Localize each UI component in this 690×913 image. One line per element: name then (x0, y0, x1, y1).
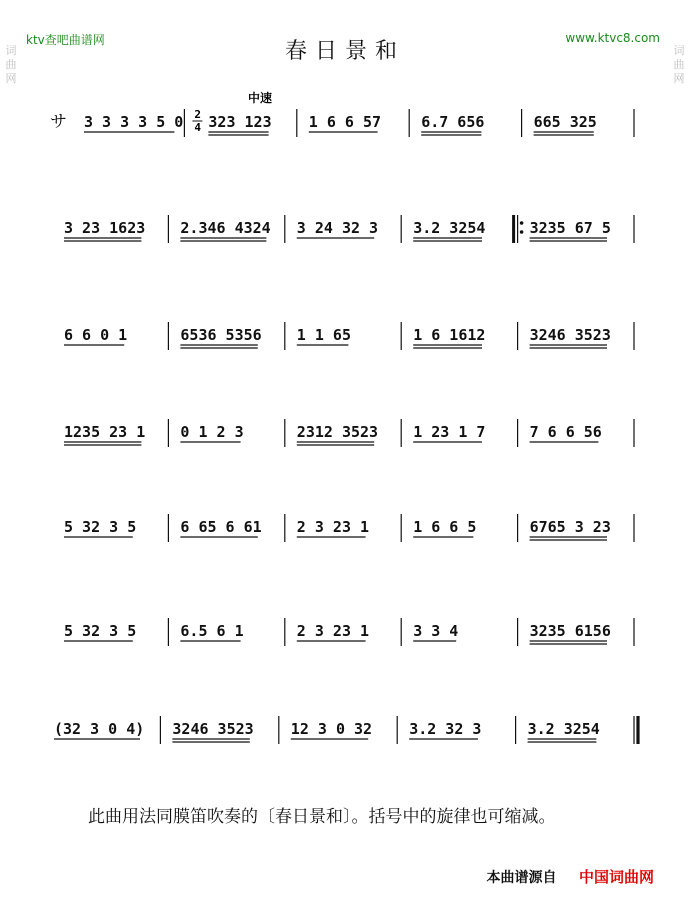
measure-notes: 1 1 65 (296, 326, 351, 344)
watermark-glyph: 词 (673, 44, 685, 57)
measure-notes: 3 3 3 3 5 0 (84, 113, 184, 131)
measure-notes: 3.2 3254 (527, 720, 600, 738)
source-label: 本曲谱源自 (486, 870, 557, 886)
measure-notes: 2.346 4324 (180, 219, 271, 237)
measure-notes: 6.5 6 1 (180, 622, 244, 640)
measure-notes: 12 3 0 32 (290, 720, 373, 738)
measure-notes: 3235 67 5 (529, 219, 611, 237)
watermark-glyph: 词 (5, 44, 17, 57)
measure-notes: 5 32 3 5 (64, 622, 137, 640)
source-brand: 中国词曲网 (578, 868, 654, 886)
measure-notes: 6 6 0 1 (64, 326, 128, 344)
measure-notes: 323 123 (208, 113, 272, 131)
time-signature-top: 2 (194, 108, 202, 121)
measure-notes: 2312 3523 (296, 423, 379, 441)
measure-notes: 3.2 3254 (413, 219, 486, 237)
measure-notes: 7 6 6 56 (529, 423, 602, 441)
measure-notes: (32 3 0 4) (54, 720, 145, 738)
repeat-dot (520, 230, 524, 234)
source-footer (487, 866, 654, 887)
measure-notes: 1 6 6 5 (413, 518, 477, 536)
score-line (54, 716, 638, 744)
score-title: 春日景和 (284, 39, 405, 64)
score-canvas (40, 0, 650, 780)
score-line (64, 419, 634, 447)
measure-notes: 6 65 6 61 (180, 518, 262, 536)
watermark-glyph: 曲 (673, 58, 685, 71)
left-watermark-strip (0, 0, 22, 913)
measure-notes: 3.2 32 3 (409, 720, 482, 738)
measure-notes: 5 32 3 5 (64, 518, 137, 536)
measure-notes: 3235 6156 (529, 622, 611, 640)
measure-notes: 2 3 23 1 (296, 622, 370, 640)
time-signature-bottom: 4 (194, 121, 202, 134)
measure-notes: 1235 23 1 (64, 423, 146, 441)
free-meter-mark: サ (50, 112, 67, 132)
measure-notes: 3 24 32 3 (296, 219, 379, 237)
measure-notes: 3246 3523 (172, 720, 254, 738)
score-line (84, 108, 634, 137)
tempo-mark: 中速 (248, 91, 273, 105)
measure-notes: 665 325 (533, 113, 597, 131)
jianpu-score (40, 0, 650, 913)
watermark-glyph: 网 (5, 72, 17, 85)
score-line (64, 514, 634, 542)
watermark-glyph: 网 (673, 72, 685, 85)
measure-notes: 0 1 2 3 (180, 423, 244, 441)
measure-notes: 1 23 1 7 (413, 423, 486, 441)
score-line (64, 215, 634, 243)
right-watermark-strip (668, 0, 690, 913)
measure-notes: 2 3 23 1 (296, 518, 370, 536)
measure-notes: 3 23 1623 (64, 219, 146, 237)
site-watermark-left: ktv查吧曲谱网 (26, 33, 105, 47)
measure-notes: 6765 3 23 (529, 518, 611, 536)
measure-notes: 6.7 656 (421, 113, 485, 131)
measure-notes: 6536 5356 (180, 326, 262, 344)
measure-notes: 1 6 1612 (413, 326, 486, 344)
watermark-glyph: 曲 (5, 58, 17, 71)
performance-note: 此曲用法同膜笛吹奏的〔春日景和〕。括号中的旋律也可缩减。 (88, 807, 556, 827)
score-line (64, 322, 634, 350)
measure-notes: 3 3 4 (413, 622, 459, 640)
repeat-dot (520, 221, 524, 225)
measure-notes: 3246 3523 (529, 326, 611, 344)
site-watermark-right: www.ktvc8.com (565, 31, 660, 45)
measure-notes: 1 6 6 57 (308, 113, 382, 131)
score-line (64, 618, 634, 646)
